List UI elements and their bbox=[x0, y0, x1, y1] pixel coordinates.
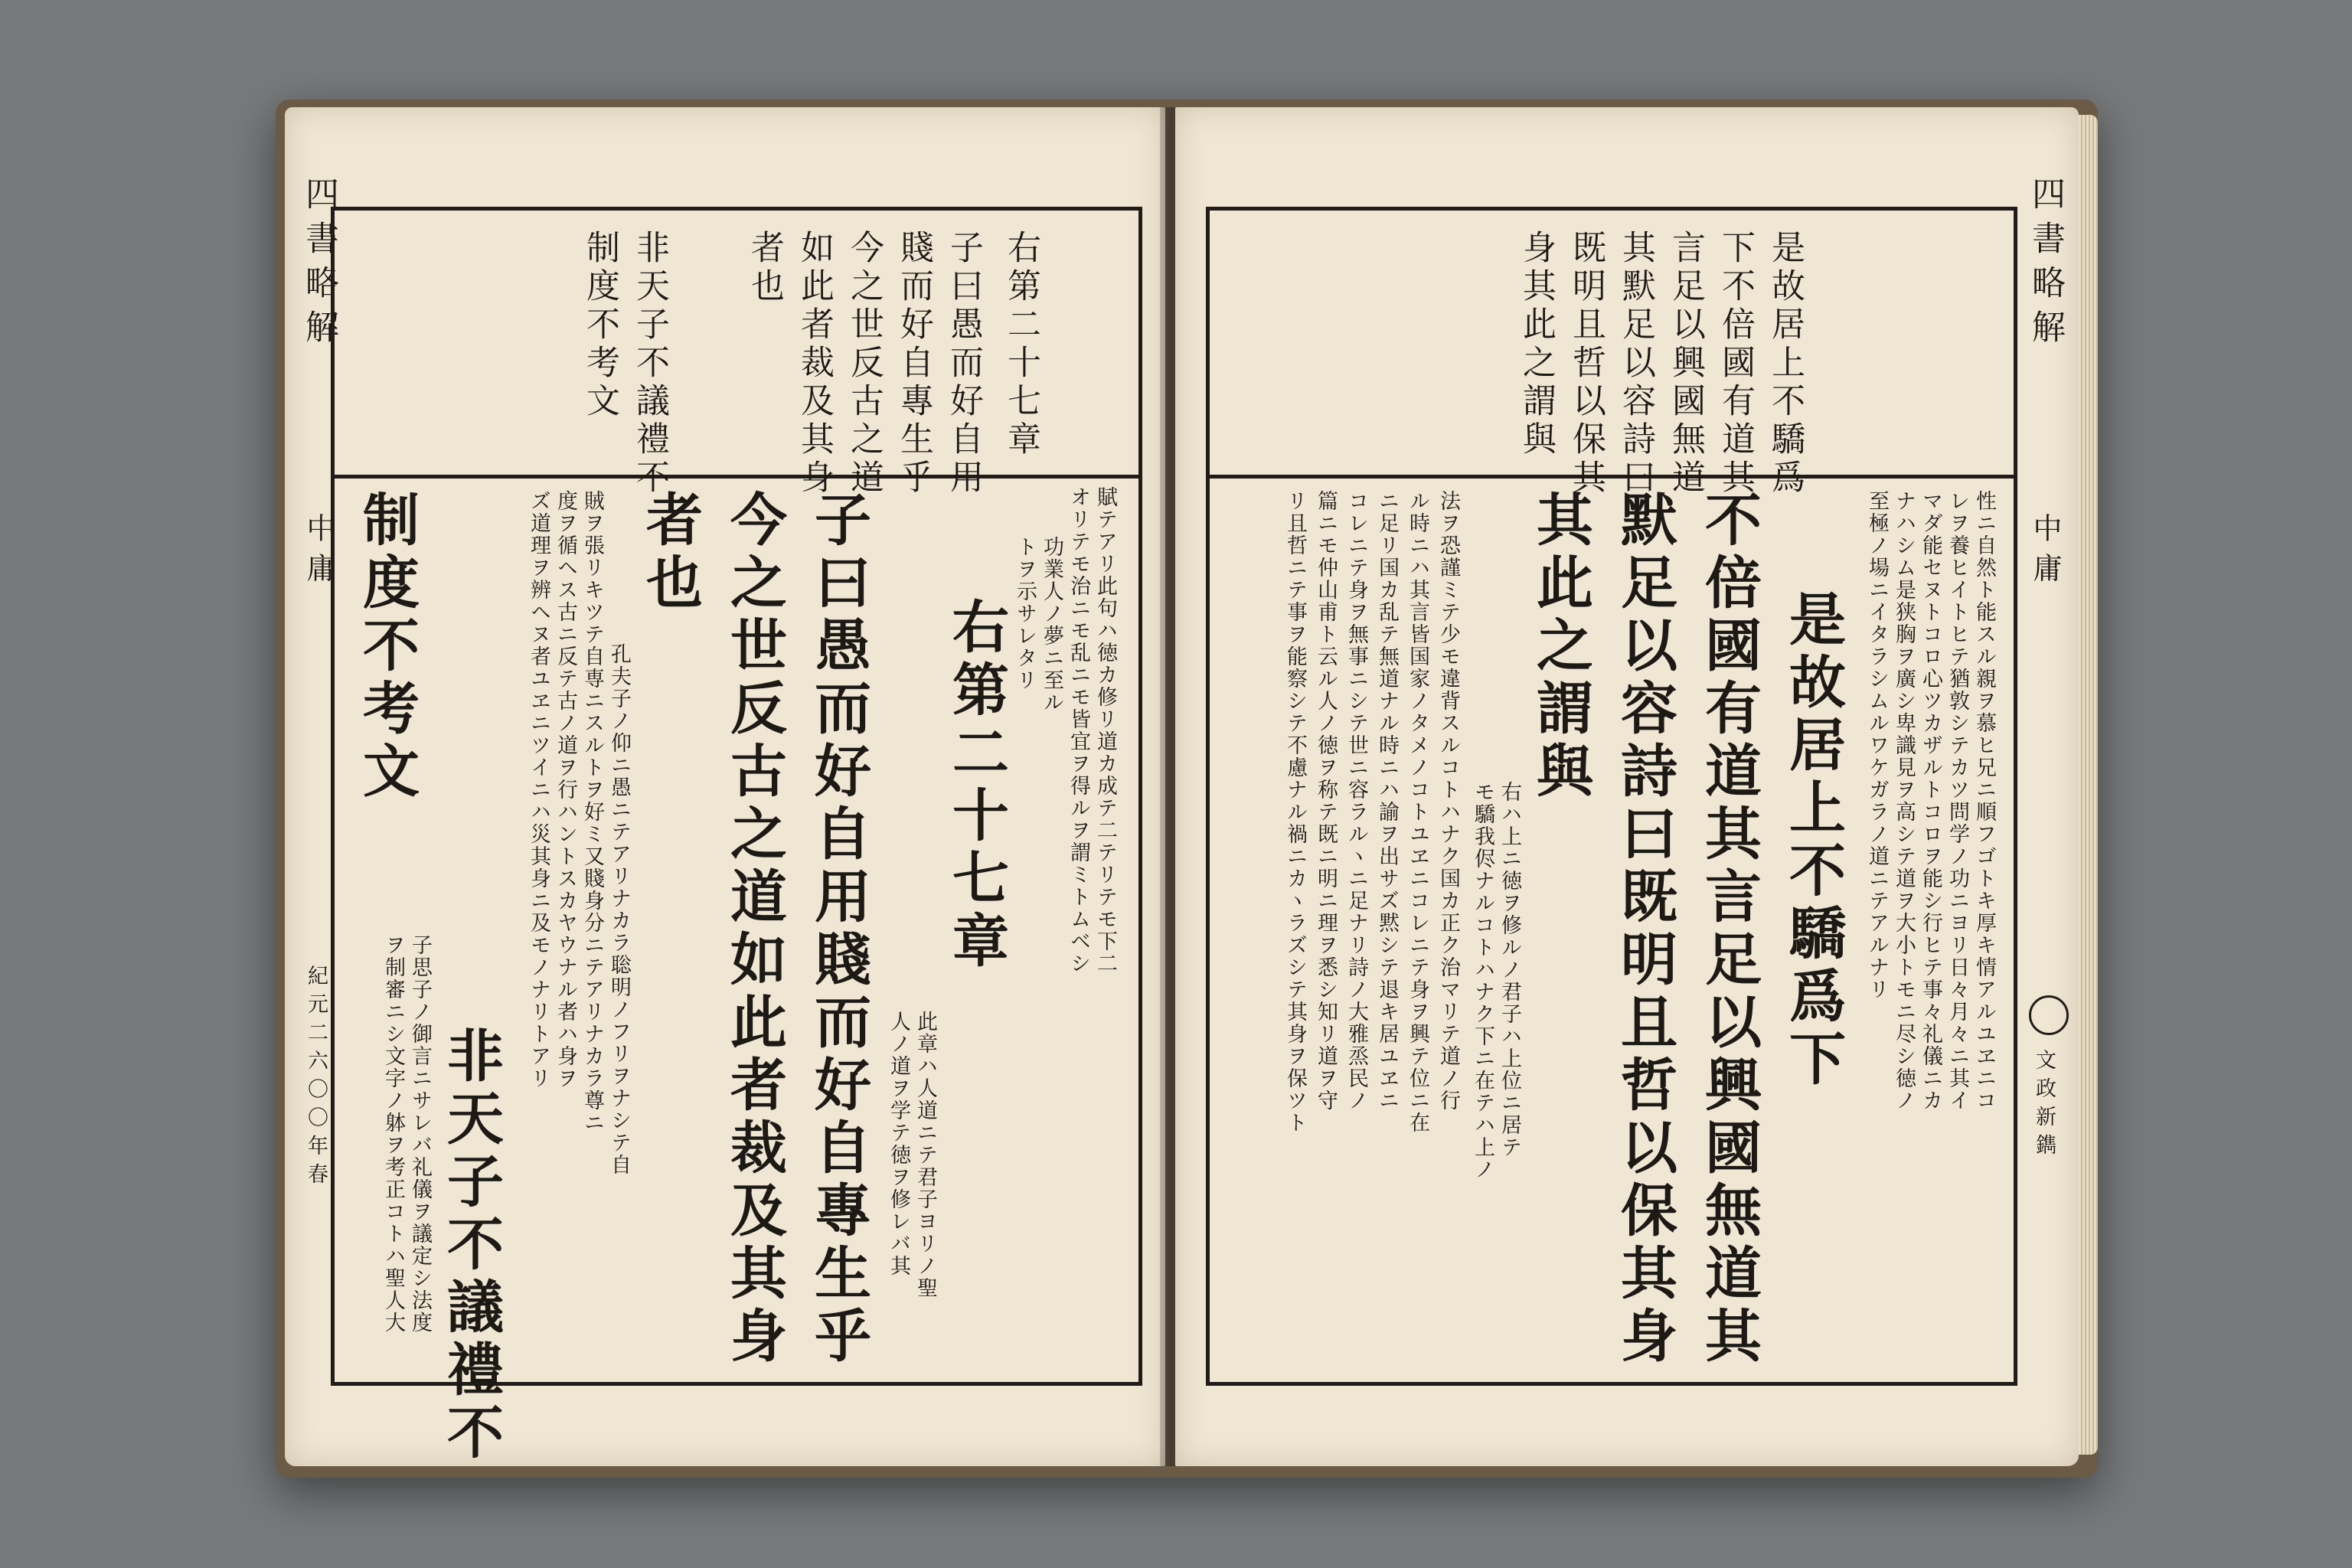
right-margin-sub: 中庸 bbox=[2028, 513, 2062, 593]
lower-main: 默足以容詩曰既明且哲以保其身 bbox=[1612, 490, 1677, 1369]
lower-note: 篇ニモ仲山甫ト云ル人ノ徳ヲ称テ既ニ明ニ理ヲ悉シ知リ道ヲ守 bbox=[1314, 490, 1338, 1112]
left-margin-footer: 紀元二六〇〇年春 bbox=[304, 965, 328, 1191]
lower-note: レヲ養ヒイトヒテ猶敦シテカツ問学ノ功ニヨリ日々月々ニ其イ bbox=[1945, 490, 1969, 1112]
upper-extra: 非天子不議禮不 bbox=[630, 230, 669, 498]
upper-line: 是故居上不驕爲 bbox=[1766, 230, 1805, 498]
lower-note: 度ヲ循ヘス古ニ反テ古ノ道ヲ行ハントスカヤウナル者ハ身ヲ bbox=[554, 490, 577, 1089]
lower-note: 賊ヲ張リキツテ自専ニスルトヲ好ミ又賤身分ニテアリナカラ尊ニ bbox=[580, 490, 604, 1134]
upper-line: 既明且哲以保其 bbox=[1566, 230, 1606, 498]
upper-heading: 右第二十七章 bbox=[1001, 230, 1040, 459]
upper-extra: 制度不考文 bbox=[580, 230, 619, 421]
upper-line: 身其此之謂與 bbox=[1517, 230, 1556, 459]
right-margin-title: 四書略解 bbox=[2026, 176, 2065, 354]
lower-heading: 右第二十七章 bbox=[943, 597, 1009, 974]
lower-main: 是故居上不驕爲下 bbox=[1780, 590, 1846, 1092]
lower-note: 功業人ノ夢ニ至ル bbox=[1040, 536, 1063, 714]
lower-note: オリテモ治ニモ乱ニモ皆宜ヲ得ルヲ謂ミトムベシ bbox=[1067, 486, 1090, 975]
lower-note: ル時ニハ其言皆国家ノタメノコトユヱニコレニテ身ヲ興テ位ニ在 bbox=[1406, 490, 1429, 1134]
left-margin-title: 四書略解 bbox=[299, 176, 338, 354]
lower-note: 性ニ自然ト能スル親ヲ慕ヒ兄ニ順フゴトキ厚キ情アルユヱニコ bbox=[1972, 490, 1996, 1112]
left-divider bbox=[331, 475, 1142, 479]
lower-note: 賦テアリ此句ハ徳カ修リ道カ成テ二テリテモ下二 bbox=[1093, 486, 1117, 975]
lower-note: 至極ノ場ニイタラシムルワケガラノ道ニテアルナリ bbox=[1865, 490, 1889, 1001]
lower-note: コレニテ身ヲ無事ニシテ世ニ容ラルヽニ足ナリ詩ノ大雅烝民ノ bbox=[1344, 490, 1368, 1112]
lower-main: 子曰愚而好自用賤而好自專生乎 bbox=[805, 490, 871, 1369]
lower-main: 今之世反古之道如此者裁及其身 bbox=[721, 490, 787, 1369]
upper-line: 言足以興國無道 bbox=[1666, 230, 1705, 498]
lower-main: 其此之謂與 bbox=[1527, 490, 1593, 804]
upper-line: 者也 bbox=[745, 230, 784, 306]
lower-main: 非天子不議禮不 bbox=[438, 1026, 504, 1465]
right-divider bbox=[1206, 475, 2017, 479]
upper-line: 如此者裁及其身 bbox=[795, 230, 834, 498]
upper-line: 其默足以容詩曰 bbox=[1616, 230, 1655, 498]
lower-note: ヲ制審ニシ文字ノ躰ヲ考正コトハ聖人大 bbox=[381, 934, 405, 1334]
lower-note: モ驕我侭ナルコトハナク下ニ在テハ上ノ bbox=[1471, 781, 1494, 1181]
lower-note: ニ足リ国カ乱テ無道ナル時ニハ諭ヲ出サズ黙シテ退キ居ユヱニ bbox=[1375, 490, 1399, 1112]
lower-note: ナハシム是狭胸ヲ廣シ卑識見ヲ高シテ道ヲ大小トモニ尽シ徳ノ bbox=[1892, 490, 1916, 1112]
heading-note: 此章ハ人道ニテ君子ヨリノ聖 bbox=[913, 1011, 937, 1299]
upper-line: 子曰愚而好自用 bbox=[944, 230, 983, 498]
upper-line: 賤而好自專生乎 bbox=[894, 230, 933, 498]
lower-note: 子思子ノ御言ニサレバ礼儀ヲ議定シ法度 bbox=[408, 934, 432, 1334]
lower-note: 法ヲ恐謹ミテ少モ違背スルコトハナク国カ正ク治マリテ道ノ行 bbox=[1436, 490, 1460, 1112]
right-page bbox=[1175, 107, 2079, 1466]
lower-note: 右ハ上ニ徳ヲ修ルノ君子ハ上位ニ居テ bbox=[1498, 781, 1521, 1158]
heading-note: 人ノ道ヲ学テ徳ヲ修レバ其 bbox=[887, 1011, 910, 1277]
lower-note: マダ能セヌトコロ心ツカザルトコロヲ能シ行ヒテ事々礼儀ニカ bbox=[1919, 490, 1942, 1112]
left-margin-sub: 中庸 bbox=[302, 513, 335, 593]
lower-note: トヲ示サレタリ bbox=[1013, 536, 1037, 691]
lower-main: 不倍國有道其言足以興國無道其 bbox=[1696, 490, 1762, 1369]
lower-main: 制度不考文 bbox=[354, 490, 420, 804]
margin-circle-mark bbox=[2029, 995, 2069, 1035]
lower-note: 孔夫子ノ仰ニ愚ニテアリナカラ聡明ノフリヲナシテ自 bbox=[607, 643, 631, 1176]
upper-line: 今之世反古之道 bbox=[844, 230, 884, 498]
left-page bbox=[285, 107, 1165, 1466]
lower-main: 者也 bbox=[637, 490, 703, 616]
right-margin-footer: 文政新鐫 bbox=[2032, 1049, 2056, 1162]
upper-line: 下不倍國有道其 bbox=[1716, 230, 1755, 498]
lower-note: ズ道理ヲ辨ヘヌ者ユヱニツイニハ災其身ニ及モノナリトアリ bbox=[527, 490, 550, 1089]
lower-note: リ且哲ニテ事ヲ能察シテ不慮ナル禍ニカヽラズシテ其身ヲ保ツト bbox=[1283, 490, 1307, 1134]
